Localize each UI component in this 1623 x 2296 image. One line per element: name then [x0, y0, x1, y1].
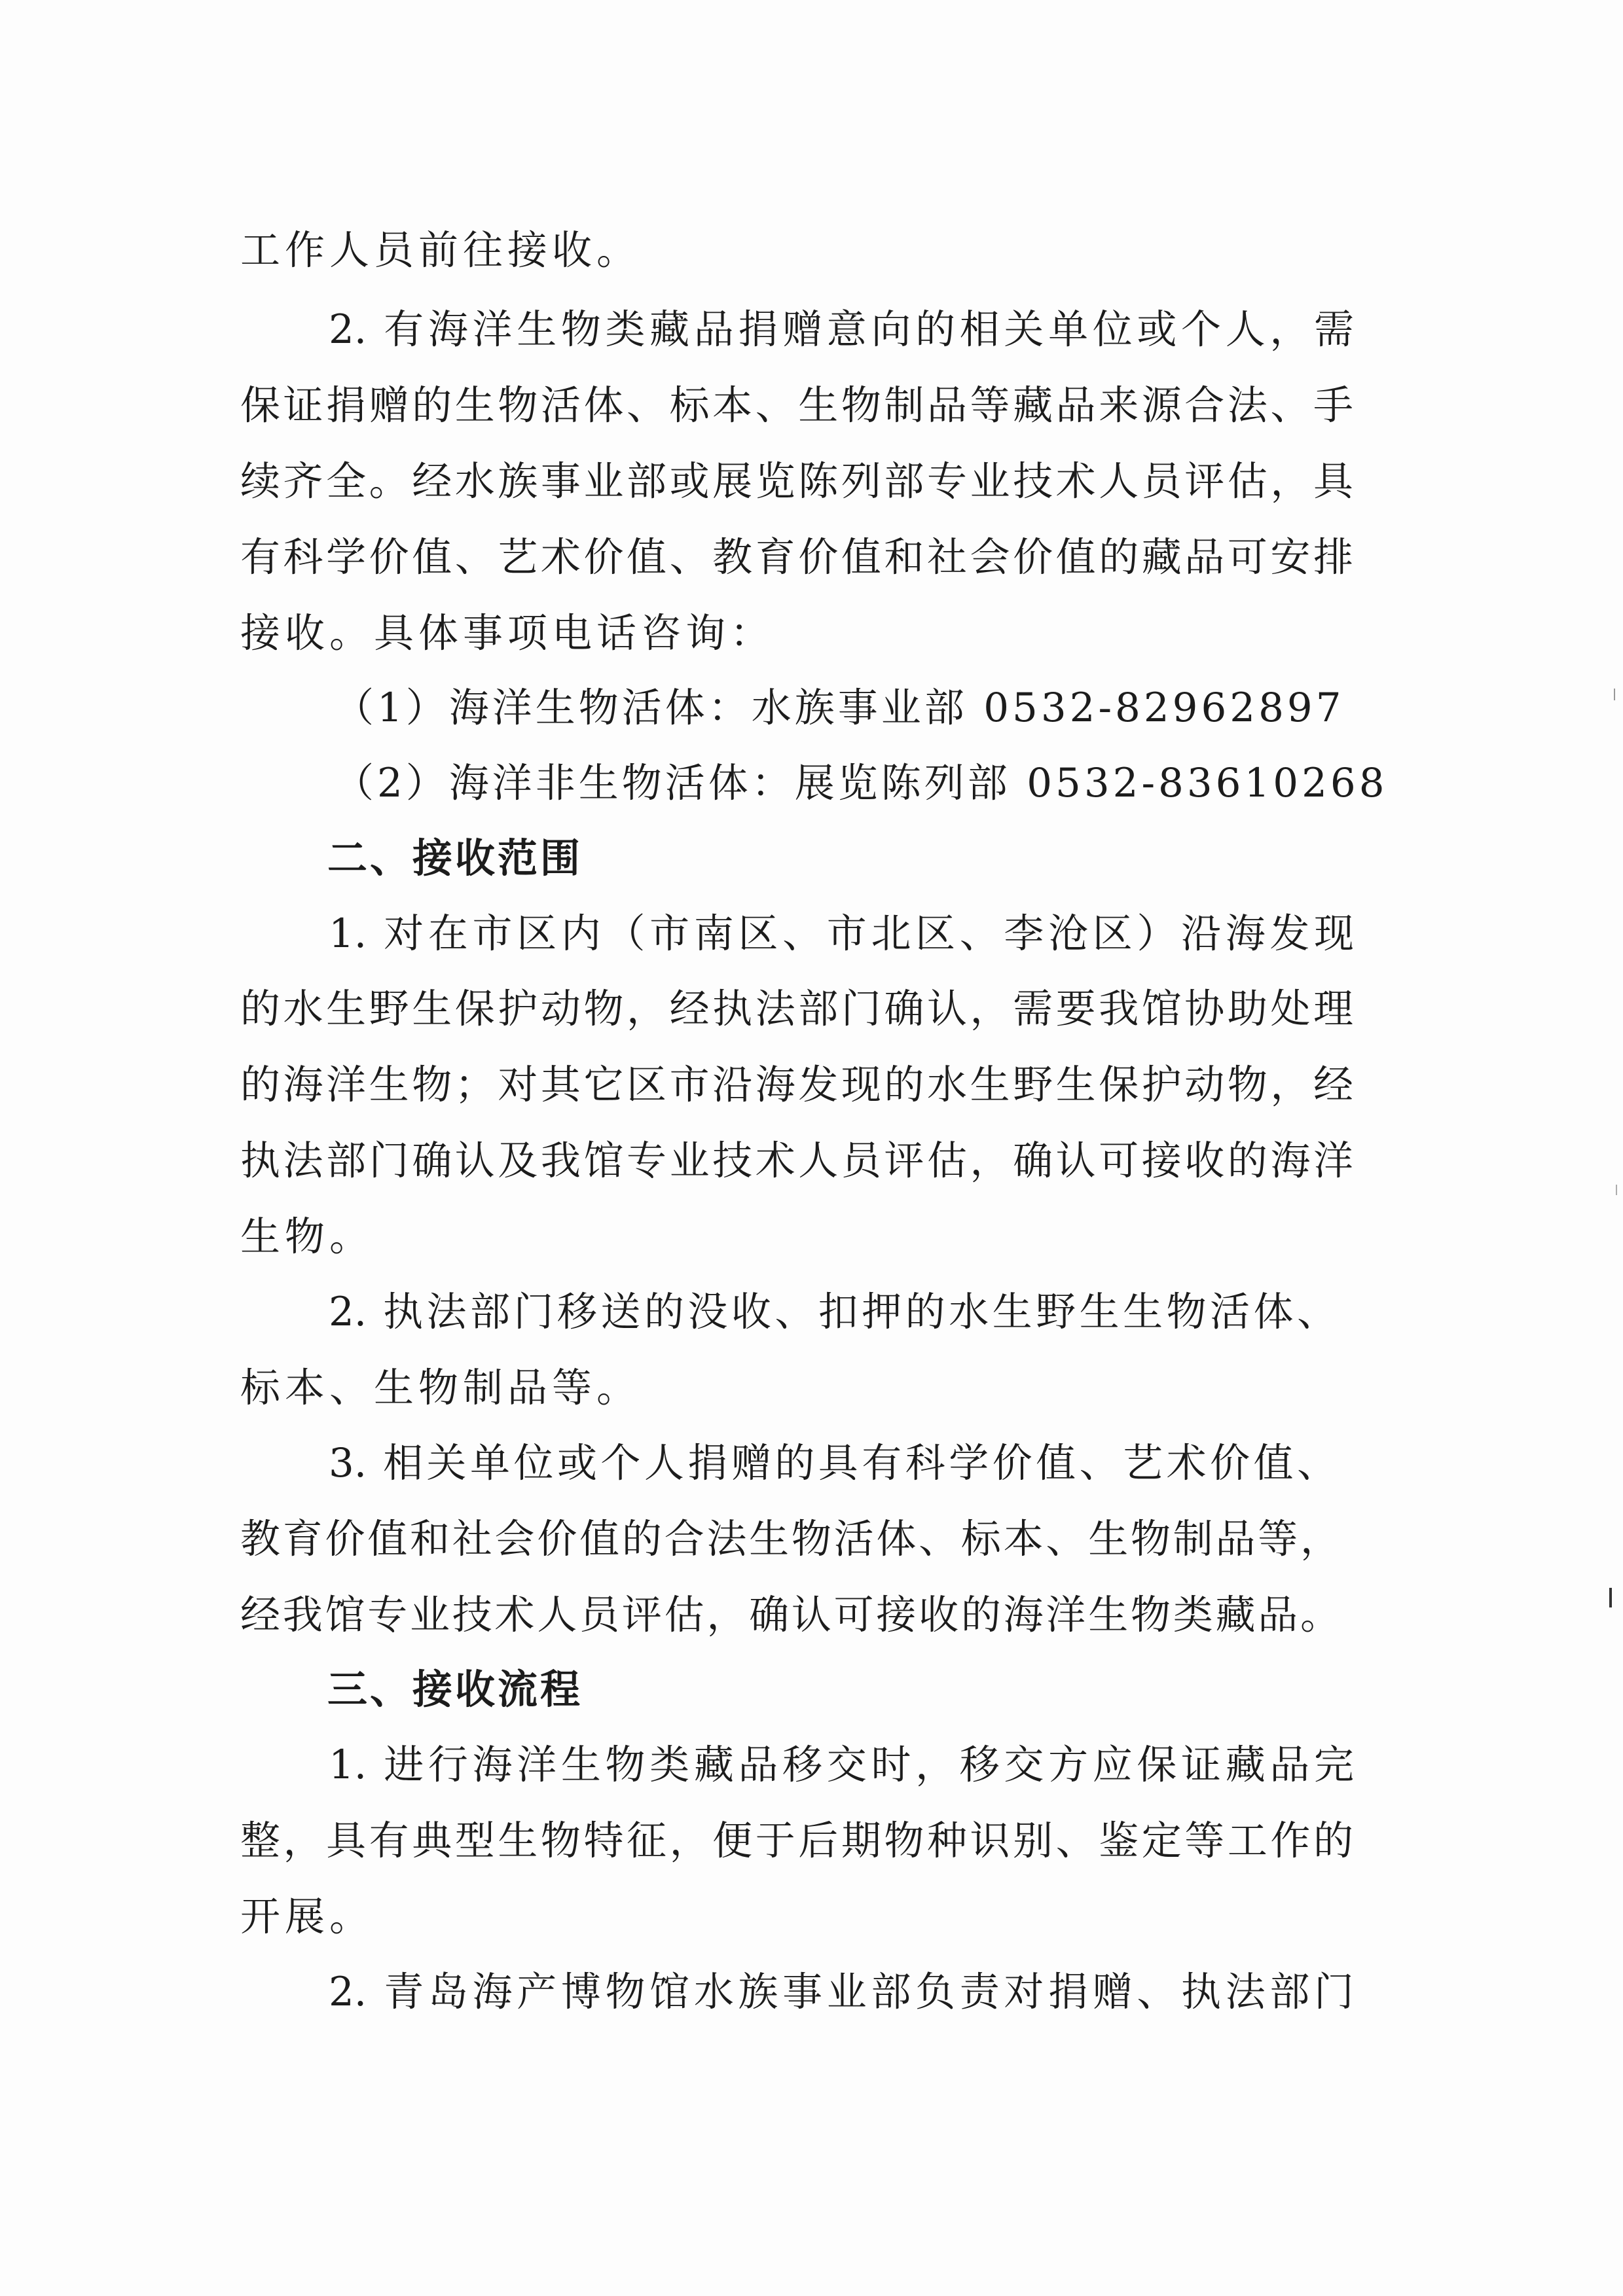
section-heading: 二、接收范围	[327, 835, 583, 882]
text-line: 2. 执法部门移送的没收、扣押的水生野生生物活体、	[329, 1289, 1337, 1335]
text-line: 续齐全。经水族事业部或展览陈列部专业技术人员评估，具	[240, 458, 1353, 505]
text-line: 整，具有典型生物特征，便于后期物种识别、鉴定等工作的	[240, 1818, 1353, 1864]
text-line: 保证捐赠的生物活体、标本、生物制品等藏品来源合法、手	[240, 382, 1353, 429]
text-line: 标本、生物制品等。	[240, 1365, 642, 1411]
text-line: 的水生野生保护动物，经执法部门确认，需要我馆协助处理	[240, 986, 1353, 1032]
text-line: 3. 相关单位或个人捐赠的具有科学价值、艺术价值、	[329, 1440, 1337, 1486]
text-line: 2. 有海洋生物类藏品捐赠意向的相关单位或个人，需	[329, 306, 1354, 353]
text-line: 1. 进行海洋生物类藏品移交时，移交方应保证藏品完	[329, 1742, 1354, 1788]
text-line: 执法部门确认及我馆专业技术人员评估，确认可接收的海洋	[240, 1138, 1353, 1184]
text-line: 的海洋生物；对其它区市沿海发现的水生野生保护动物，经	[240, 1062, 1353, 1108]
text-line: 开展。	[240, 1893, 374, 1940]
text-line: 1. 对在市区内（市南区、市北区、李沧区）沿海发现	[329, 910, 1354, 957]
text-line: 生物。	[240, 1213, 374, 1260]
text-line: 有科学价值、艺术价值、教育价值和社会价值的藏品可安排	[240, 534, 1353, 581]
text-line: 接收。具体事项电话咨询：	[240, 610, 775, 656]
text-line: 教育价值和社会价值的合法生物活体、标本、生物制品等，	[240, 1516, 1340, 1562]
scan-artifact	[1609, 1588, 1612, 1607]
section-heading: 三、接收流程	[327, 1666, 583, 1713]
scan-artifact	[1616, 1185, 1617, 1195]
contact-line: （2）海洋非生物活体：展览陈列部 0532-83610268	[334, 760, 1388, 806]
text-line: 经我馆专业技术人员评估，确认可接收的海洋生物类藏品。	[240, 1592, 1340, 1638]
scan-artifact	[1614, 689, 1615, 700]
contact-line: （1）海洋生物活体：水族事业部 0532-82962897	[334, 685, 1345, 731]
text-line: 2. 青岛海产博物馆水族事业部负责对捐赠、执法部门	[329, 1969, 1354, 2015]
text-line: 工作人员前往接收。	[240, 227, 642, 274]
